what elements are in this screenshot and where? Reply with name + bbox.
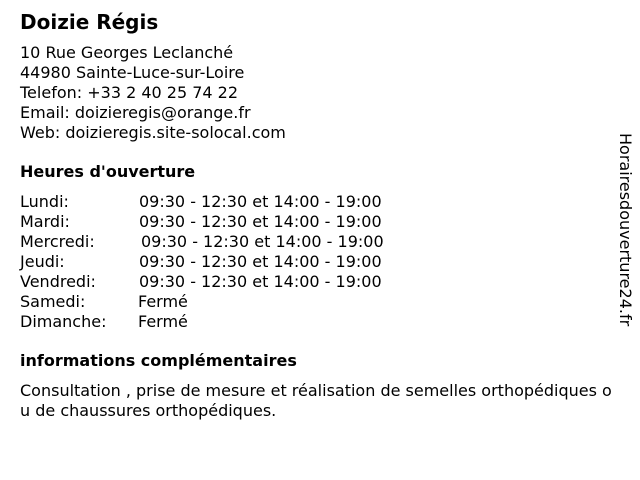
hours-row-tuesday xyxy=(20,212,620,232)
opening-hours-list xyxy=(20,192,620,332)
business-card xyxy=(20,10,620,421)
day-hours: Fermé xyxy=(138,292,188,311)
additional-info-heading: informations complémentaires xyxy=(20,351,297,370)
day-label: Dimanche: xyxy=(20,312,107,331)
day-hours: 09:30 - 12:30 et 14:00 - 19:00 xyxy=(139,212,382,231)
additional-info-text: Consultation , prise de mesure et réalisation de semelles orthopédiques ou de chaussures orthopédiques. xyxy=(20,381,612,420)
day-label: Mardi: xyxy=(20,212,70,231)
day-hours: 09:30 - 12:30 et 14:00 - 19:00 xyxy=(139,272,382,291)
hours-row-thursday xyxy=(20,252,620,272)
opening-hours-heading: Heures d'ouverture xyxy=(20,162,196,181)
day-hours: Fermé xyxy=(138,312,188,331)
day-hours: 09:30 - 12:30 et 14:00 - 19:00 xyxy=(139,192,382,211)
contact-block xyxy=(20,43,620,143)
email-address: Email: doizieregis@orange.fr xyxy=(20,103,251,122)
site-watermark: Horairesdouverture24.fr xyxy=(616,133,635,327)
day-hours: 09:30 - 12:30 et 14:00 - 19:00 xyxy=(141,232,384,251)
day-label: Lundi: xyxy=(20,192,69,211)
hours-row-friday xyxy=(20,272,620,292)
day-label: Mercredi: xyxy=(20,232,95,251)
hours-row-monday xyxy=(20,192,620,212)
phone-number: Telefon: +33 2 40 25 74 22 xyxy=(20,83,239,102)
hours-row-saturday xyxy=(20,292,620,312)
day-hours: 09:30 - 12:30 et 14:00 - 19:00 xyxy=(139,252,382,271)
hours-row-wednesday xyxy=(20,232,620,252)
business-name: Doizie Régis xyxy=(20,10,159,34)
day-label: Jeudi: xyxy=(20,252,65,271)
website: Web: doizieregis.site-solocal.com xyxy=(20,123,286,142)
day-label: Samedi: xyxy=(20,292,86,311)
street-address: 10 Rue Georges Leclanché xyxy=(20,43,234,62)
hours-row-sunday xyxy=(20,312,620,332)
day-label: Vendredi: xyxy=(20,272,96,291)
city-address: 44980 Sainte-Luce-sur-Loire xyxy=(20,63,245,82)
